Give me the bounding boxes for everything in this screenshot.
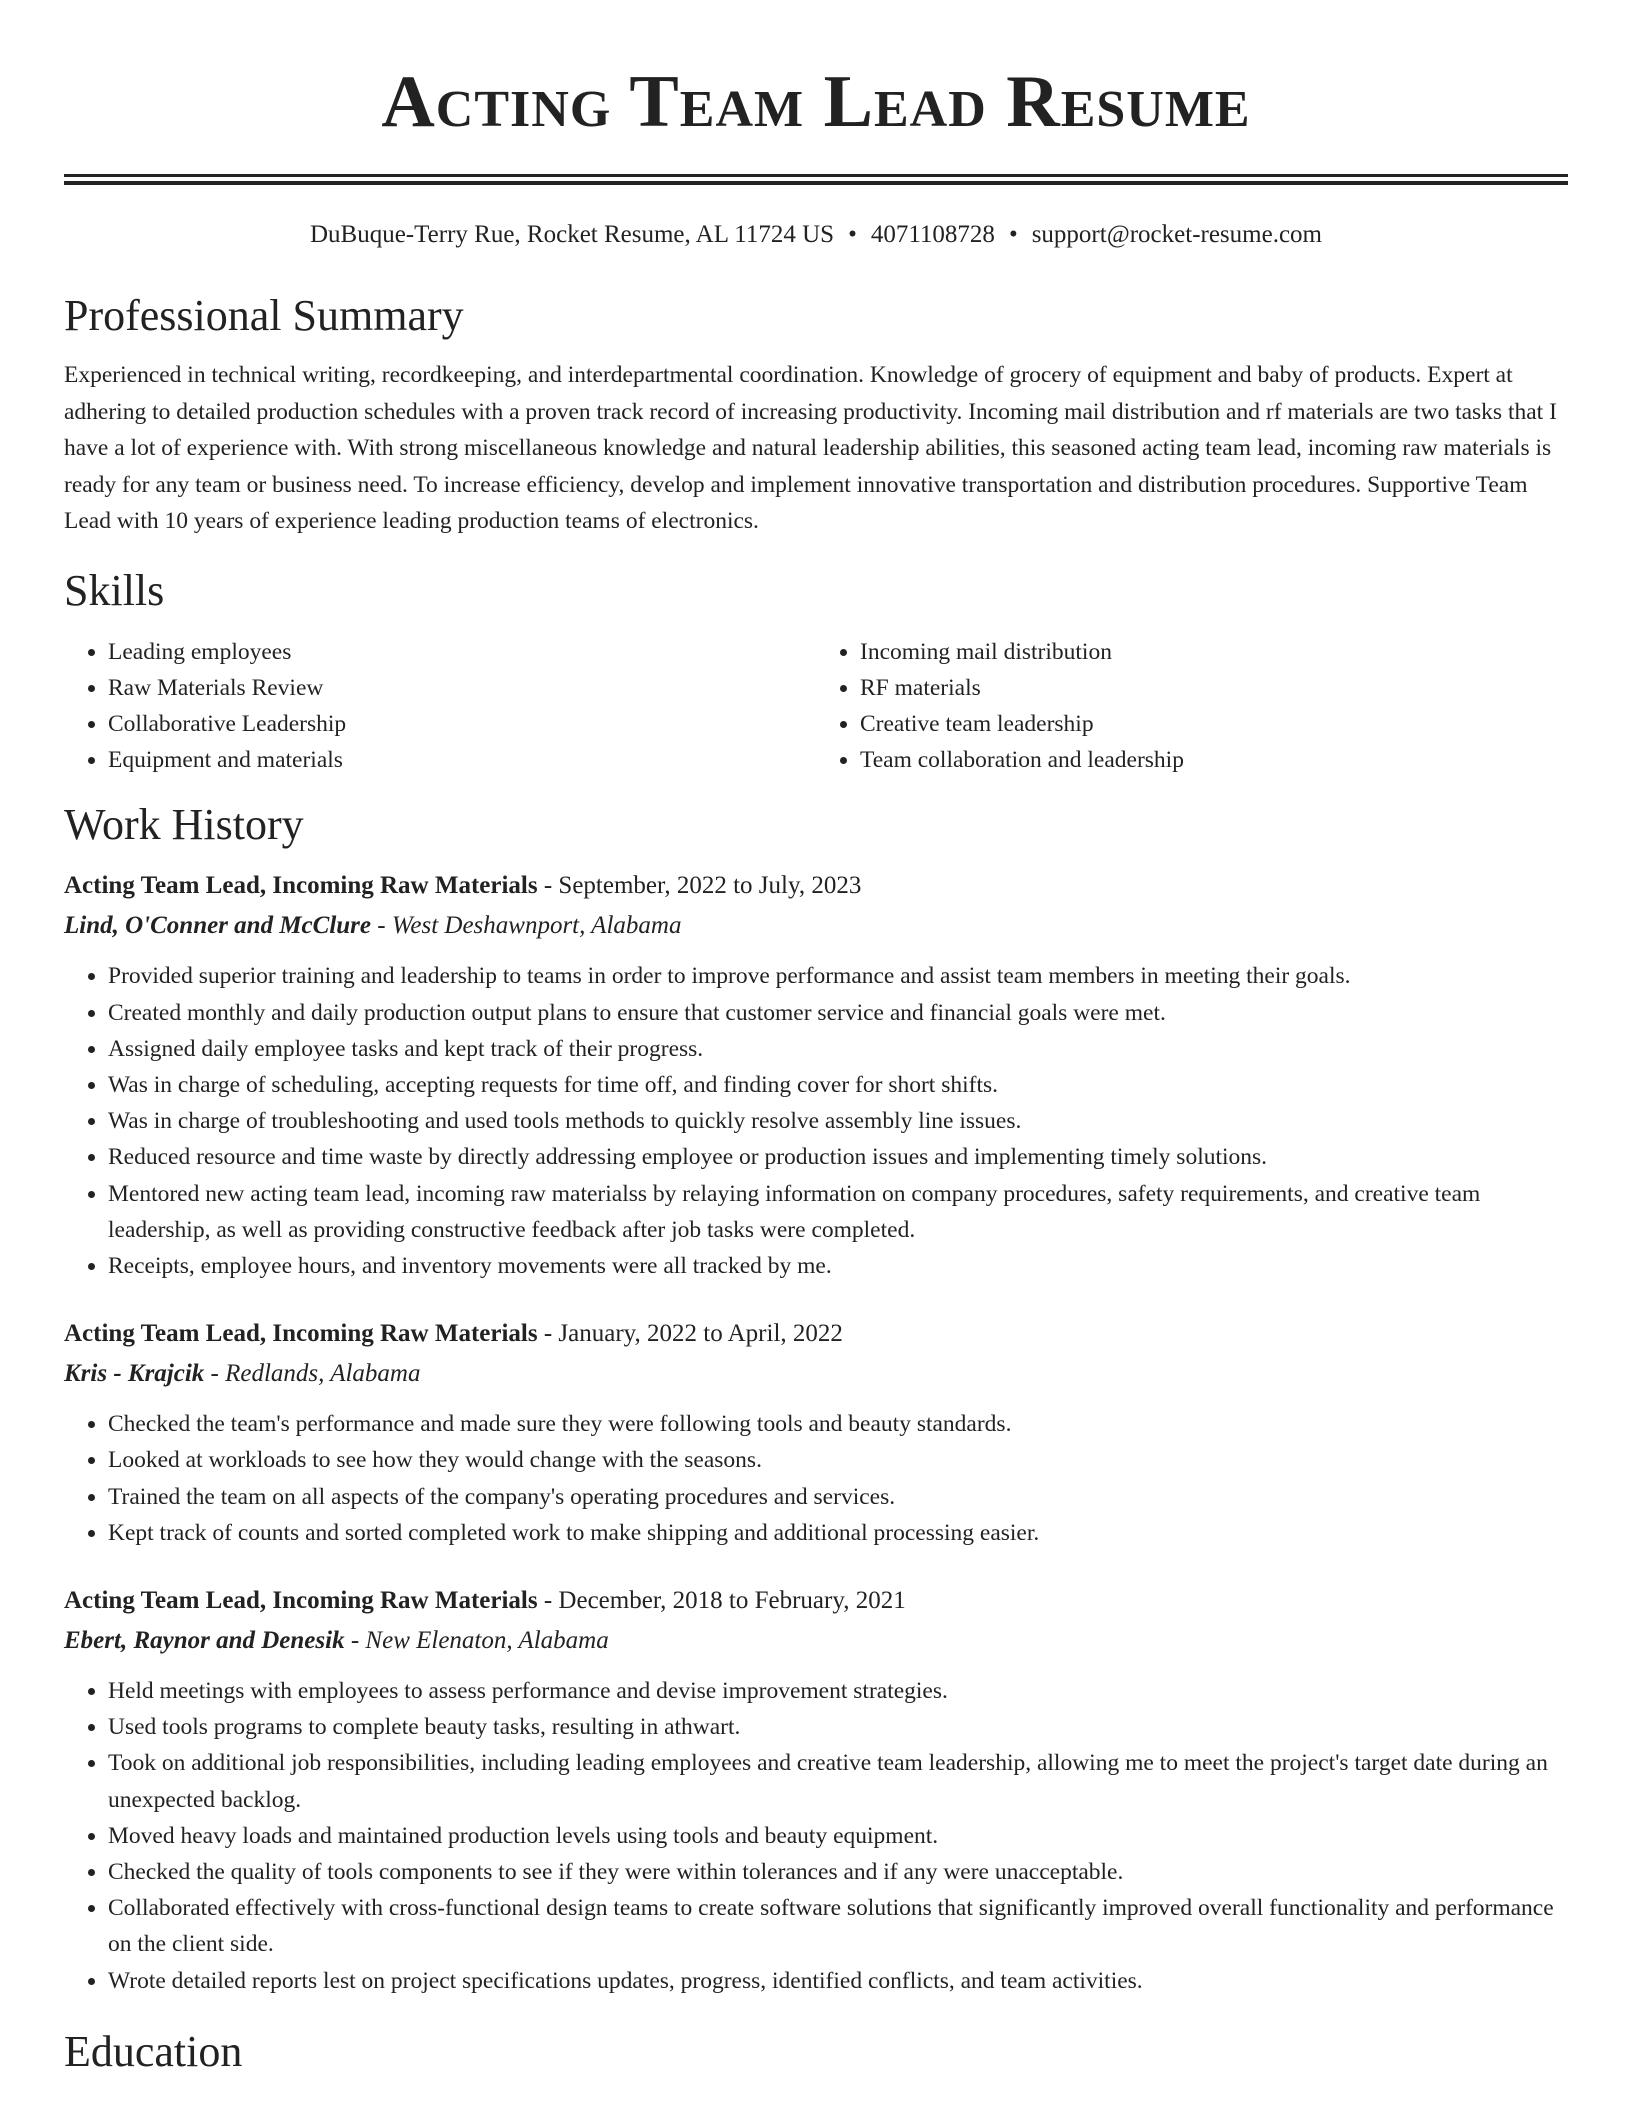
job-dates: - September, 2022 to July, 2023 bbox=[537, 872, 862, 900]
contact-phone: 4071108728 bbox=[870, 221, 995, 248]
summary-text: Experienced in technical writing, recordkeeping, and interdepartmental coordination. Knowledge of grocery of equipment and baby of products. Expert at adhering to detailed production schedules with a proven track record of increasing productivity. Incoming mail distribution and rf materials are two tasks that I have a lot of experience with. With strong miscellaneous knowledge and natural leadership abilities, this seasoned acting team lead, incoming raw materials is ready for any team or business need. To increase efficiency, develop and implement innovative transportation and distribution procedures. Supportive Team Lead with 10 years of experience leading production teams of electronics. bbox=[64, 362, 1557, 534]
job-title-line bbox=[64, 866, 1568, 906]
job-bullet: • Assigned daily employee tasks and kept track of their progress. bbox=[108, 1031, 1568, 1067]
job-company-line bbox=[64, 906, 1568, 946]
job-company-line bbox=[64, 1621, 1568, 1661]
contact-email: support@rocket-resume.com bbox=[1031, 221, 1322, 248]
job-bullet: • Receipts, employee hours, and inventory movements were all tracked by me. bbox=[108, 1248, 1568, 1284]
job-dates: - December, 2018 to February, 2021 bbox=[537, 1586, 906, 1614]
job-bullet: • Took on additional job responsibilities, including leading employees and creative team leadership, allowing me to meet the project's target date during an unexpected backlog. bbox=[108, 1745, 1568, 1817]
job-company-line bbox=[64, 1354, 1568, 1394]
contact-separator: • bbox=[1008, 221, 1018, 248]
job-bullet: • Trained the team on all aspects of the company's operating procedures and services. bbox=[108, 1479, 1568, 1515]
summary-heading: Professional Summary bbox=[64, 291, 464, 340]
education-heading: Education bbox=[64, 2026, 243, 2076]
skill-item: • Team collaboration and leadership bbox=[860, 742, 1568, 778]
job-bullet: • Wrote detailed reports lest on project specifications updates, progress, identified conflicts, and team activities. bbox=[108, 1963, 1568, 1999]
skill-item: • RF materials bbox=[860, 670, 1568, 706]
skills-heading: Skills bbox=[64, 565, 165, 615]
job-entry bbox=[64, 1581, 1568, 1999]
skill-item: • Leading employees bbox=[108, 634, 816, 670]
job-bullet: • Created monthly and daily production output plans to ensure that customer service and financial goals were met. bbox=[108, 995, 1568, 1031]
job-location: - Redlands, Alabama bbox=[204, 1360, 421, 1388]
job-bullet: • Looked at workloads to see how they would change with the seasons. bbox=[108, 1442, 1568, 1478]
contact-separator: • bbox=[848, 221, 857, 248]
job-bullet: • Was in charge of troubleshooting and used tools methods to quickly resolve assembly line issues. bbox=[108, 1103, 1568, 1139]
job-bullet: • Checked the quality of tools components to see if they were within tolerances and if any were unacceptable. bbox=[108, 1854, 1568, 1890]
job-bullets bbox=[64, 958, 1568, 1284]
job-bullet: • Used tools programs to complete beauty tasks, resulting in athwart. bbox=[108, 1709, 1568, 1745]
job-bullet: • Held meetings with employees to assess performance and devise improvement strategies. bbox=[108, 1673, 1568, 1709]
job-location: - New Elenaton, Alabama bbox=[344, 1626, 609, 1654]
skill-item: • Incoming mail distribution bbox=[860, 634, 1568, 670]
skills-column-right bbox=[816, 634, 1568, 779]
job-bullet: • Reduced resource and time waste by directly addressing employee or production issues and implementing timely solutions. bbox=[108, 1139, 1568, 1175]
job-location: - West Deshawnport, Alabama bbox=[371, 912, 682, 940]
contact-address: DuBuque-Terry Rue, Rocket Resume, AL 11724 US bbox=[309, 221, 835, 248]
page-title: Acting Team Lead Resume bbox=[381, 61, 1251, 143]
job-role: Acting Team Lead, Incoming Raw Materials bbox=[64, 1320, 538, 1348]
job-company: Kris - Krajcik bbox=[64, 1360, 205, 1388]
job-bullet: • Checked the team's performance and made sure they were following tools and beauty standards. bbox=[108, 1406, 1568, 1442]
job-title-line bbox=[64, 1314, 1568, 1354]
skill-item: • Raw Materials Review bbox=[108, 670, 816, 706]
job-entry bbox=[64, 1314, 1568, 1551]
job-role: Acting Team Lead, Incoming Raw Materials bbox=[64, 872, 538, 900]
skills-list bbox=[64, 634, 1568, 779]
title-divider bbox=[64, 174, 1568, 185]
job-bullet: • Was in charge of scheduling, accepting requests for time off, and finding cover for short shifts. bbox=[108, 1067, 1568, 1103]
job-title-line bbox=[64, 1581, 1568, 1621]
job-bullet: • Collaborated effectively with cross-functional design teams to create software solutions that significantly improved overall functionality and performance on the client side. bbox=[108, 1890, 1568, 1962]
skills-column-left bbox=[64, 634, 816, 779]
job-role: Acting Team Lead, Incoming Raw Materials bbox=[64, 1586, 538, 1614]
job-bullet: • Provided superior training and leadership to teams in order to improve performance and assist team members in meeting their goals. bbox=[108, 958, 1568, 994]
job-bullet: • Moved heavy loads and maintained production levels using tools and beauty equipment. bbox=[108, 1818, 1568, 1854]
job-company: Lind, O'Conner and McClure bbox=[64, 912, 372, 940]
work-history-heading: Work History bbox=[64, 800, 304, 850]
job-bullet: • Mentored new acting team lead, incoming raw materialss by relaying information on company procedures, safety requirements, and creative team leadership, as well as providing constructive feedback after job tasks were completed. bbox=[108, 1176, 1568, 1248]
job-dates: - January, 2022 to April, 2022 bbox=[537, 1320, 843, 1348]
job-bullets bbox=[64, 1406, 1568, 1551]
skill-item: • Creative team leadership bbox=[860, 706, 1568, 742]
contact-line bbox=[64, 219, 1568, 251]
job-bullet: • Kept track of counts and sorted completed work to make shipping and additional processing easier. bbox=[108, 1515, 1568, 1551]
skill-item: • Equipment and materials bbox=[108, 742, 816, 778]
job-bullets bbox=[64, 1673, 1568, 1999]
skill-item: • Collaborative Leadership bbox=[108, 706, 816, 742]
job-entry bbox=[64, 866, 1568, 1284]
job-company: Ebert, Raynor and Denesik bbox=[64, 1626, 345, 1654]
